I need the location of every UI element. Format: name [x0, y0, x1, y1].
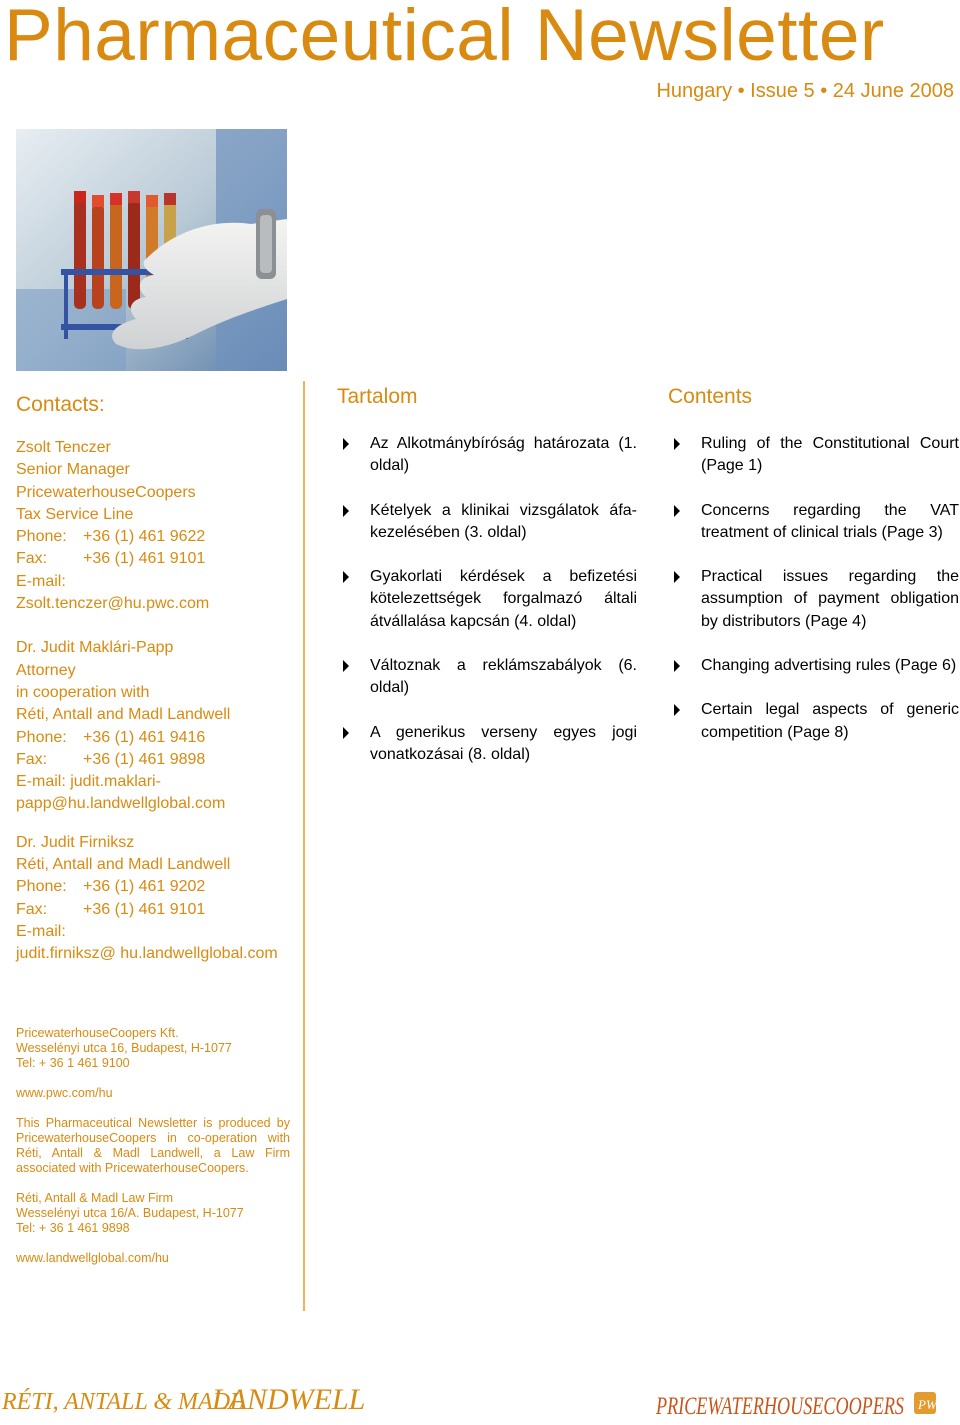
contact-name: Zsolt Tenczer — [16, 439, 111, 456]
pwc-logo-text: PRICEWATERHOUSECOOPERS — [655, 1393, 905, 1420]
rams-landwell-logo — [2, 1381, 366, 1422]
contact-company: Réti, Antall and Madl Landwell — [16, 706, 231, 724]
toc-item[interactable]: Changing advertising rules (Page 6) — [668, 655, 959, 677]
toc-hu-heading: Tartalom — [337, 385, 418, 408]
toc-item[interactable]: Gyakorlati kérdések a befizetési kötelezettségek forgalmazó általi átvállalása kapcsán (4. oldal) — [337, 566, 637, 633]
toc-english — [668, 385, 959, 766]
rams-logo-text: RÉTI, ANTALL & MADL — [2, 1389, 244, 1415]
bullet-triangle-icon — [343, 505, 349, 517]
contact-fax: Fax: +36 (1) 461 9101 — [16, 550, 206, 568]
law-firm-web-link[interactable]: www.landwellglobal.com/hu — [16, 1250, 169, 1265]
contact-company: Réti, Antall and Madl Landwell — [16, 856, 231, 874]
bullet-triangle-icon — [674, 505, 680, 517]
bullet-triangle-icon — [343, 660, 349, 672]
contacts-column — [16, 393, 296, 1281]
contact-email-link[interactable]: Zsolt.tenczer@hu.pwc.com — [16, 595, 210, 613]
contact-card — [16, 637, 296, 815]
contact-email-label: E-mail: judit.maklari- — [16, 773, 161, 791]
contacts-heading: Contacts: — [16, 393, 105, 416]
contact-card — [16, 832, 296, 966]
pwc-address: PricewaterhouseCoopers Kft. Wesselényi utca 16, Budapest, H-1077 Tel: + 36 1 461 9100 — [16, 1025, 232, 1070]
toc-item[interactable]: Concerns regarding the VAT treatment of clinical trials (Page 3) — [668, 500, 959, 545]
contact-phone: Phone: +36 (1) 461 9416 — [16, 728, 206, 746]
bullet-triangle-icon — [674, 704, 680, 716]
bullet-triangle-icon — [343, 571, 349, 583]
contact-fax: Fax: +36 (1) 461 9898 — [16, 750, 206, 768]
contact-title: Senior Manager — [16, 461, 130, 479]
toc-item[interactable]: Ruling of the Constitutional Court (Page 1) — [668, 433, 959, 478]
bullet-triangle-icon — [674, 571, 680, 583]
contact-email-label: E-mail: — [16, 572, 66, 590]
contact-title: Attorney — [16, 661, 76, 679]
contact-department: Tax Service Line — [16, 505, 134, 523]
contact-email-label: E-mail: — [16, 922, 66, 940]
bullet-triangle-icon — [343, 438, 349, 450]
contact-phone: Phone: +36 (1) 461 9622 — [16, 528, 206, 546]
bullet-triangle-icon — [343, 727, 349, 739]
bullet-triangle-icon — [674, 438, 680, 450]
toc-item[interactable]: Változnak a reklámszabályok (6. oldal) — [337, 655, 637, 700]
contact-email-link[interactable]: judit.firniksz@ hu.landwellglobal.com — [16, 945, 278, 963]
toc-hungarian — [337, 385, 637, 788]
pwc-logo-mark-text: PW — [918, 1397, 937, 1412]
toc-item[interactable]: Kételyek a klinikai vizsgálatok áfa-kezelésében (3. oldal) — [337, 500, 637, 545]
toc-item[interactable]: A generikus verseny egyes jogi vonatkozásai (8. oldal) — [337, 722, 637, 767]
contact-email-link[interactable]: papp@hu.landwellglobal.com — [16, 795, 226, 813]
issue-line: Hungary • Issue 5 • 24 June 2008 — [656, 80, 954, 102]
contact-fax: Fax: +36 (1) 461 9101 — [16, 900, 206, 918]
toc-item[interactable]: Certain legal aspects of generic competition (Page 8) — [668, 699, 959, 744]
toc-hu-list — [337, 433, 637, 766]
pwc-web-link[interactable]: www.pwc.com/hu — [16, 1085, 113, 1100]
footer-info — [16, 1026, 296, 1266]
landwell-logo-text: LANDWELL — [212, 1383, 366, 1416]
column-divider — [303, 381, 305, 1311]
toc-en-list — [668, 433, 959, 744]
toc-en-heading: Contents — [668, 385, 753, 408]
pwc-logo — [656, 1386, 946, 1425]
contact-company: PricewaterhouseCoopers — [16, 483, 196, 501]
contact-name: Dr. Judit Firniksz — [16, 833, 135, 851]
toc-item[interactable]: Practical issues regarding the assumption of payment obligation by distributors (Page 4) — [668, 566, 959, 633]
law-firm-address: Réti, Antall & Madl Law Firm Wesselényi utca 16/A. Budapest, H-1077 Tel: + 36 1 461 9898 — [16, 1190, 244, 1235]
newsletter-title: Pharmaceutical Newsletter — [4, 0, 885, 76]
contact-name: Dr. Judit Maklári-Papp — [16, 639, 174, 657]
lab-photo — [16, 129, 287, 371]
lab-photo-illustration — [16, 129, 287, 371]
toc-item[interactable]: Az Alkotmánybíróság határozata (1. oldal) — [337, 433, 637, 478]
contact-card — [16, 437, 296, 615]
produced-note: This Pharmaceutical Newsletter is produced by PricewaterhouseCoopers in co-operation with Réti, Antall & Madl Landwell, a Law Firm associated with PricewaterhouseCoopers. — [16, 1115, 290, 1175]
bullet-triangle-icon — [674, 660, 680, 672]
contact-phone: Phone: +36 (1) 461 9202 — [16, 878, 206, 896]
contact-affiliation-note: in cooperation with — [16, 683, 150, 701]
